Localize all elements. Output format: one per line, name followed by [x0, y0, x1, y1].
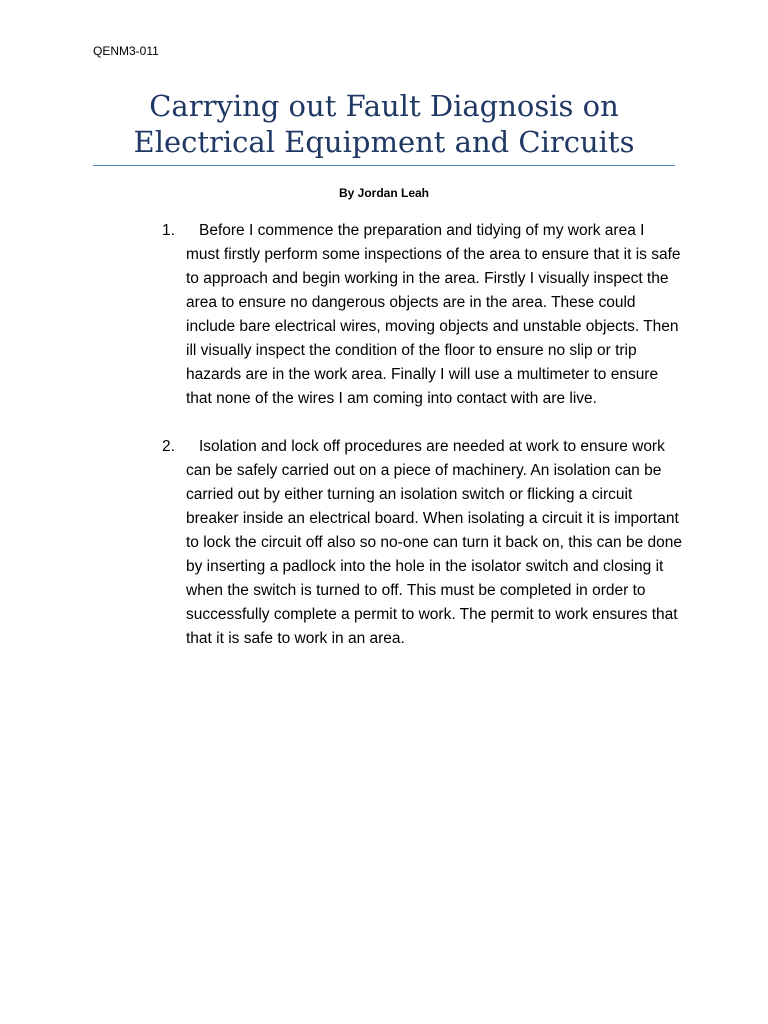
title-line-1: Carrying out Fault Diagnosis on: [149, 89, 619, 123]
list-item-text: Isolation and lock off procedures are needed at work to ensure work can be safely carried out on a piece of machinery. An isolation can be carried out by either turning an isolation switch or flicking a circuit breaker inside an electrical board. When isolating a circuit it is important to lock the circuit off also so no-one can turn it back on, this can be done by inserting a padlock into the hole in the isolator switch and closing it when the switch is turned to off. This must be completed in order to successfully complete a permit to work. The permit to work ensures that that it is safe to work in an area.: [186, 438, 683, 647]
numbered-list: [162, 219, 682, 675]
list-item: [162, 219, 682, 411]
list-item-text: Before I commence the preparation and tidying of my work area I must firstly perform some inspections of the area to ensure that it is safe to approach and begin working in the area. Firstly I visually inspect the area to ensure no dangerous objects are in the area. These could include bare electrical wires, moving objects and unstable objects. Then ill visually inspect the condition of the floor to ensure no slip or trip hazards are in the work area. Finally I will use a multimeter to ensure that none of the wires I am coming into contact with are live.: [186, 222, 681, 407]
author-byline: By Jordan Leah: [338, 186, 430, 200]
title-line-2: Electrical Equipment and Circuits: [133, 125, 635, 159]
document-code: QENM3-011: [93, 44, 159, 58]
document-title: [93, 88, 675, 160]
list-item-number: 2.: [162, 438, 175, 455]
list-item-number: 1.: [162, 222, 175, 239]
title-underline: [93, 165, 675, 166]
list-item: [162, 435, 682, 651]
